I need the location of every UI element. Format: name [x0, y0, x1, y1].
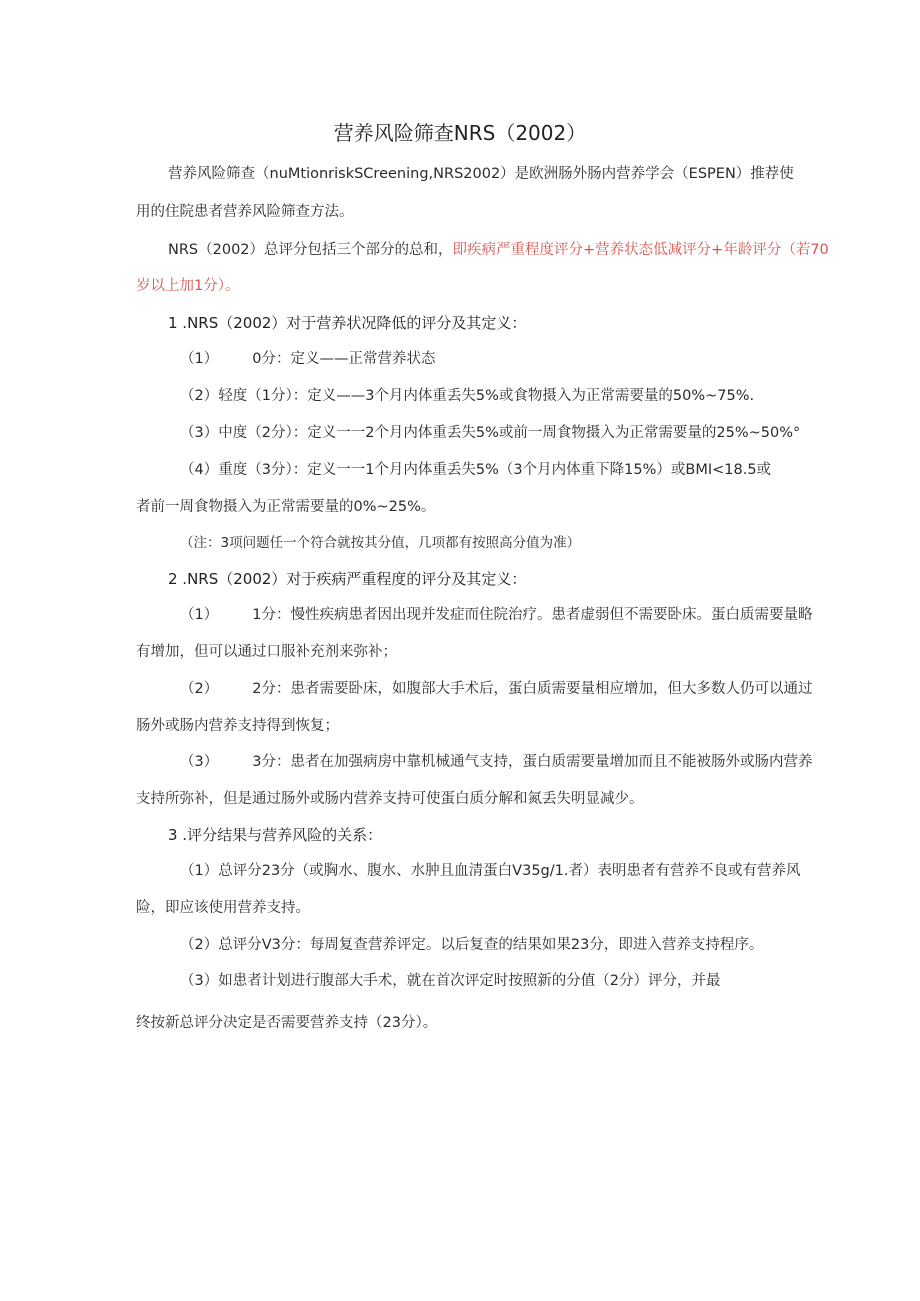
section-1-item-2: （2）轻度（1分）：定义——3个月内体重丢失5%或食物摄入为正常需要量的50%~75%.	[180, 388, 755, 404]
page-title: 营养风险筛查NRS（2002）	[333, 121, 587, 145]
item-number: （1）	[180, 607, 219, 623]
section-1-item-4: （4）重度（3分）：定义一一1个月内体重丢失5%（3个月内体重下降15%）或BMI<18.5或	[180, 462, 772, 478]
section-2-item-1	[180, 605, 812, 625]
item-number: （3）	[180, 754, 219, 770]
item-text: 3分：患者在加强病房中靠机械通气支持，蛋白质需要量增加而且不能被肠外或肠内营养	[252, 754, 813, 770]
section-2-item-1-continued: 有增加，但可以通过口服补充剂来弥补；	[136, 644, 397, 660]
section-2-item-3	[180, 752, 812, 772]
section-1-heading: 1 .NRS（2002）对于营养状况降低的评分及其定义：	[168, 314, 527, 332]
item-text: 2分：患者需要卧床，如腹部大手术后，蛋白质需要量相应增加，但大多数人仍可以通过	[252, 681, 813, 697]
section-1-item-1	[180, 349, 435, 369]
section-2-item-3-continued: 支持所弥补，但是通过肠外或肠内营养支持可使蛋白质分解和氮丢失明显减少。	[136, 791, 644, 807]
section-3-item-2: （2）总评分V3分：每周复查营养评定。以后复查的结果如果23分，即进入营养支持程序。	[180, 937, 764, 953]
section-1-item-3: （3）中度（2分）：定义一一2个月内体重丢失5%或前一周食物摄入为正常需要量的25%~50%°	[180, 425, 801, 441]
item-number: （1）	[180, 351, 219, 367]
intro-line-2: 用的住院患者营养风险筛查方法。	[136, 204, 354, 220]
item-text: 0分：定义——正常营养状态	[252, 351, 436, 367]
section-3-item-1: （1）总评分23分（或胸水、腹水、水肿且血清蛋白V35g∕1.者）表明患者有营养不良或有营养风	[180, 863, 801, 879]
section-3-item-3-continued: 终按新总评分决定是否需要营养支持（23分）。	[136, 1015, 438, 1031]
section-3-item-3: （3）如患者计划进行腹部大手术，就在首次评定时按照新的分值（2分）评分，并最	[180, 973, 721, 989]
section-3-item-1-continued: 险，即应该使用营养支持。	[136, 900, 310, 916]
section-2-heading: 2 .NRS（2002）对于疾病严重程度的评分及其定义：	[168, 570, 527, 588]
intro-line-3-text: NRS（2002）总评分包括三个部分的总和，	[168, 242, 453, 258]
intro-line-1: 营养风险筛查（nuMtionriskSCreening,NRS2002）是欧洲肠外肠内营养学会（ESPEN）推荐使	[168, 166, 794, 182]
intro-line-3	[168, 240, 829, 260]
intro-highlight-text: 即疾病严重程度评分+营养状态低减评分+年龄评分（若70	[452, 242, 829, 258]
section-2-item-2	[180, 679, 812, 699]
section-1-note: （注：3项问题任一个符合就按其分值，几项都有按照高分值为准）	[180, 535, 581, 551]
section-3-heading: 3 .评分结果与营养风险的关系：	[168, 826, 383, 844]
intro-line-4: 岁以上加1分）。	[136, 278, 240, 294]
section-1-item-4-continued: 者前一周食物摄入为正常需要量的0%~25%。	[136, 499, 436, 515]
section-2-item-2-continued: 肠外或肠内营养支持得到恢复；	[136, 718, 339, 734]
item-number: （2）	[180, 681, 219, 697]
item-text: 1分：慢性疾病患者因出现并发症而住院治疗。患者虚弱但不需要卧床。蛋白质需要量略	[252, 607, 813, 623]
